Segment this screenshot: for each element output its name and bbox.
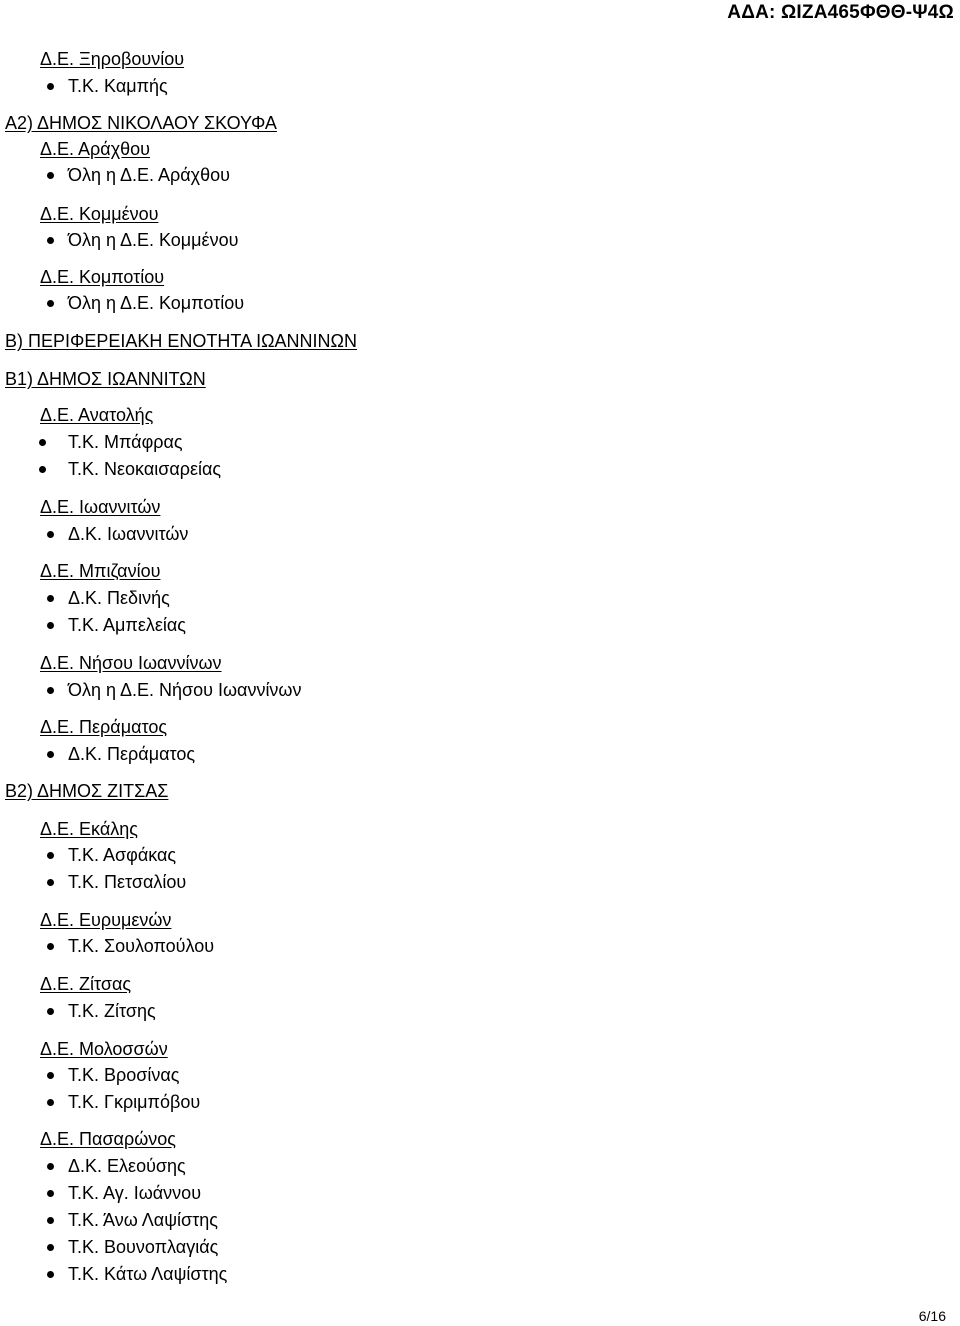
section-heading: Δ.Ε. Μπιζανίου <box>40 561 161 581</box>
list-item: Δ.Κ. Ελεούσης <box>68 1156 186 1176</box>
bullet-icon <box>47 1072 54 1079</box>
list-item: Τ.Κ. Γκριμπόβου <box>68 1092 201 1112</box>
list-item: Τ.Κ. Μπάφρας <box>68 432 183 452</box>
list-item: Τ.Κ. Νεοκαισαρείας <box>68 459 222 479</box>
bullet-icon <box>47 879 54 886</box>
section-heading: Δ.Ε. Ιωαννιτών <box>40 497 161 517</box>
list-item: Τ.Κ. Άνω Λαψίστης <box>68 1210 218 1230</box>
bullet-icon <box>47 1217 54 1224</box>
list-item: Όλη η Δ.Ε. Νήσου Ιωαννίνων <box>68 680 302 700</box>
bullet-icon <box>47 531 54 538</box>
page-number: 6/16 <box>918 1308 946 1324</box>
list-item: Τ.Κ. Βουνοπλαγιάς <box>68 1237 219 1257</box>
list-item: Τ.Κ. Βροσίνας <box>68 1065 180 1085</box>
bullet-icon <box>47 595 54 602</box>
section-heading: Δ.Ε. Κομποτίου <box>40 267 165 287</box>
section-heading: Δ.Ε. Ζίτσας <box>40 974 132 994</box>
section-heading: Δ.Ε. Αράχθου <box>40 139 151 159</box>
section-heading: Δ.Ε. Ξηροβουνίου <box>40 49 185 69</box>
section-heading: Δ.Ε. Νήσου Ιωαννίνων <box>40 653 222 673</box>
section-heading: Β) ΠΕΡΙΦΕΡΕΙΑΚΗ ΕΝΟΤΗΤΑ ΙΩΑΝΝΙΝΩΝ <box>5 331 357 351</box>
bullet-icon <box>47 751 54 758</box>
section-heading: Δ.Ε. Ανατολής <box>40 405 154 425</box>
bullet-icon <box>47 83 54 90</box>
section-heading: Α2) ΔΗΜΟΣ ΝΙΚΟΛΑΟΥ ΣΚΟΥΦΑ <box>5 113 277 133</box>
section-heading: Δ.Ε. Περάματος <box>40 717 168 737</box>
bullet-icon <box>47 172 54 179</box>
list-item: Όλη η Δ.Ε. Κομμένου <box>68 230 239 250</box>
bullet-icon <box>47 852 54 859</box>
bullet-icon <box>47 1163 54 1170</box>
bullet-icon <box>47 1271 54 1278</box>
list-item: Δ.Κ. Περάματος <box>68 744 196 764</box>
bullet-icon <box>47 1099 54 1106</box>
ada-code: ΑΔΑ: ΩΙΖΑ465ΦΘΘ-Ψ4Ω <box>727 2 954 23</box>
section-heading: Β1) ΔΗΜΟΣ ΙΩΑΝΝΙΤΩΝ <box>5 369 206 389</box>
bullet-icon <box>47 1244 54 1251</box>
list-item: Δ.Κ. Ιωαννιτών <box>68 524 189 544</box>
list-item: Όλη η Δ.Ε. Κομποτίου <box>68 293 245 313</box>
list-item: Όλη η Δ.Ε. Αράχθου <box>68 165 230 185</box>
bullet-icon <box>47 237 54 244</box>
list-item: Τ.Κ. Αγ. Ιωάννου <box>68 1183 202 1203</box>
list-item: Τ.Κ. Καμπής <box>68 76 168 96</box>
bullet-icon <box>47 622 54 629</box>
bullet-icon <box>39 466 46 473</box>
bullet-icon <box>47 1190 54 1197</box>
bullet-icon <box>39 439 46 446</box>
bullet-icon <box>47 300 54 307</box>
list-item: Τ.Κ. Αμπελείας <box>68 615 186 635</box>
list-item: Τ.Κ. Πετσαλίου <box>68 872 187 892</box>
list-item: Τ.Κ. Κάτω Λαψίστης <box>68 1264 228 1284</box>
list-item: Τ.Κ. Ζίτσης <box>68 1001 156 1021</box>
list-item: Τ.Κ. Ασφάκας <box>68 845 177 865</box>
section-heading: Β2) ΔΗΜΟΣ ΖΙΤΣΑΣ <box>5 781 169 801</box>
bullet-icon <box>47 687 54 694</box>
list-item: Δ.Κ. Πεδινής <box>68 588 170 608</box>
section-heading: Δ.Ε. Εκάλης <box>40 819 138 839</box>
section-heading: Δ.Ε. Ευρυμενών <box>40 910 172 930</box>
bullet-icon <box>47 1008 54 1015</box>
list-item: Τ.Κ. Σουλοπούλου <box>68 936 215 956</box>
bullet-icon <box>47 943 54 950</box>
section-heading: Δ.Ε. Μολοσσών <box>40 1039 168 1059</box>
section-heading: Δ.Ε. Κομμένου <box>40 204 159 224</box>
section-heading: Δ.Ε. Πασαρώνος <box>40 1129 176 1149</box>
